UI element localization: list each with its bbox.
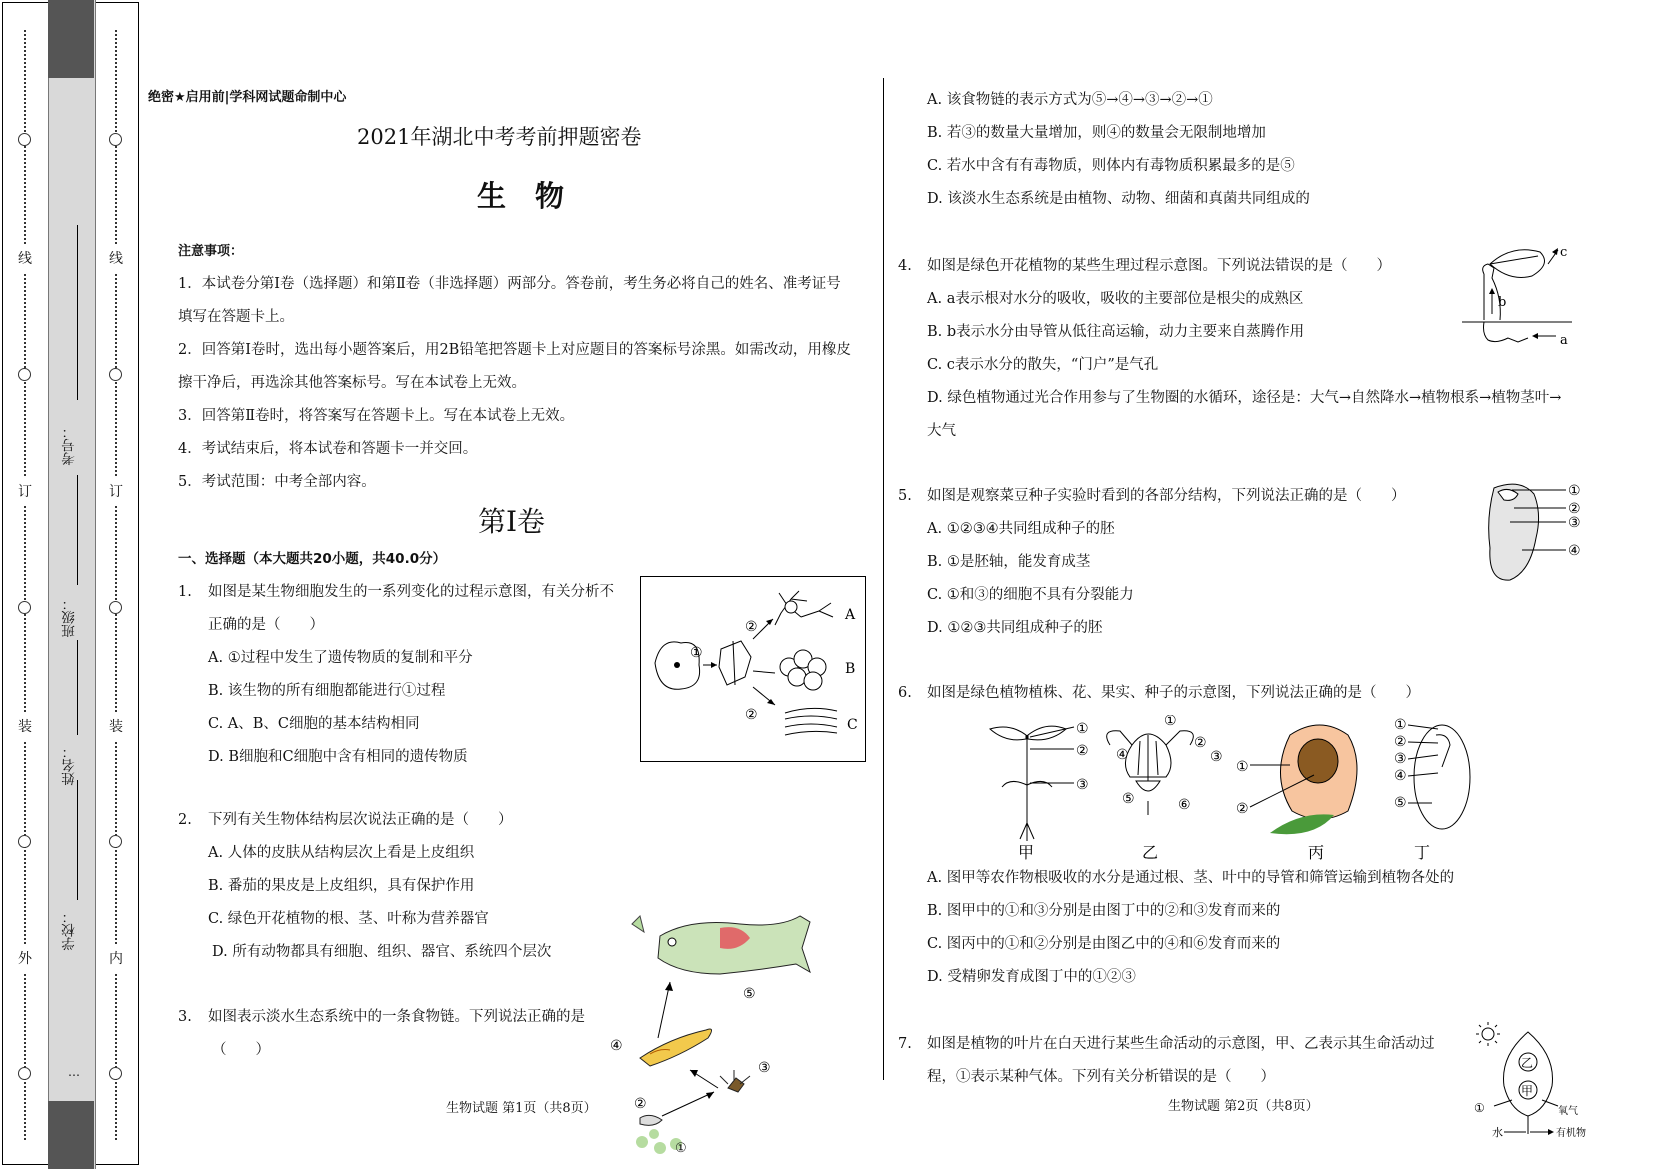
footer-page-2: 生物试题 第2页（共8页） — [1168, 1099, 1319, 1114]
q6-bing-2: ② — [1236, 801, 1249, 817]
q1-arrow-head — [711, 662, 717, 668]
q1-label-2b: ② — [745, 707, 758, 723]
q1-stem: 如图是某生物细胞发生的一系列变化的过程示意图，有关分析不 — [208, 584, 614, 600]
q6-ding-4: ④ — [1394, 768, 1407, 784]
q2-number: 2. — [178, 812, 192, 828]
q3-food-chain-figure — [610, 908, 820, 1158]
q5-option-d[interactable]: D. ①②③共同组成种子的胚 — [927, 620, 1103, 636]
q4-stem: 如图是绿色开花植物的某些生理过程示意图。下列说法错误的是（ ） — [927, 258, 1391, 274]
q1-arrow-head — [766, 619, 773, 625]
q6-jia-roots — [1020, 823, 1034, 841]
q5-option-a[interactable]: A. ①②③④共同组成种子的胚 — [927, 521, 1115, 537]
q4-number: 4. — [898, 258, 912, 274]
q5-label-2: ② — [1568, 501, 1581, 517]
q1-option-b[interactable]: B. 该生物的所有细胞都能进行①过程 — [208, 683, 446, 699]
q3-option-d[interactable]: D. 该淡水生态系统是由植物、动物、细菌和真菌共同组成的 — [927, 191, 1310, 207]
field-school-label: 学校： — [62, 910, 78, 951]
notice-line: 填写在答题卡上。 — [178, 309, 294, 325]
q3-arrow-head — [690, 1070, 698, 1077]
notice-heading: 注意事项： — [178, 244, 244, 259]
q3-option-b[interactable]: B. 若③的数量大量增加，则④的数量会无限制地增加 — [927, 125, 1266, 141]
column-divider — [883, 78, 884, 1080]
q6-bing-leaf — [1270, 814, 1334, 834]
q5-option-b[interactable]: B. ①是胚轴，能发育成茎 — [927, 554, 1091, 570]
q6-jia-3: ③ — [1076, 777, 1089, 793]
q4-option-b[interactable]: B. b表示水分由导管从低往高运输，动力主要来自蒸腾作用 — [927, 324, 1305, 340]
binding-circle — [18, 368, 31, 381]
q1-option-d[interactable]: D. B细胞和C细胞中含有相同的遗传物质 — [208, 749, 468, 765]
q4-arrow-a-head — [1532, 333, 1538, 339]
q5-label-4: ④ — [1568, 543, 1581, 559]
q6-option-c[interactable]: C. 图丙中的①和②分别是由图乙中的④和⑥发育而来的 — [927, 936, 1281, 952]
q7-label-water: 水 — [1492, 1126, 1503, 1139]
q5-label-3: ③ — [1568, 515, 1581, 531]
q7-label-yi: 乙 — [1521, 1056, 1534, 1070]
binding-dark-top — [48, 0, 94, 78]
q1-cell-nucleus — [674, 662, 680, 668]
q2-stem: 下列有关生物体结构层次说法正确的是（ ） — [208, 812, 513, 828]
notice-line: 1．本试卷分第Ⅰ卷（选择题）和第Ⅱ卷（非选择题）两部分。答卷前，考生务必将自己的姓名、准考证号 — [178, 276, 841, 292]
q5-bean-seed-figure — [1480, 478, 1590, 588]
q4-option-d-cont: 大气 — [927, 423, 956, 439]
notice-line: 2．回答第Ⅰ卷时，选出每小题答案后，用2B铅笔把答题卡上对应题目的答案标号涂黑。如需改动，用橡皮 — [178, 342, 851, 358]
q3-algae — [636, 1136, 648, 1148]
q3-fig-5: ⑤ — [743, 986, 756, 1002]
binding-circle — [18, 835, 31, 848]
notice-line: 5．考试范围：中考全部内容。 — [178, 474, 376, 490]
q6-ding-2: ② — [1394, 734, 1407, 750]
q4-plant-figure — [1462, 244, 1572, 354]
q3-fig-2: ② — [634, 1096, 647, 1112]
q6-label-bing: 丙 — [1308, 843, 1325, 860]
q2-option-c[interactable]: C. 绿色开花植物的根、茎、叶称为营养器官 — [208, 911, 489, 927]
q3-water-flea — [640, 1115, 662, 1125]
q3-stem: 如图表示淡水生态系统中的一条食物链。下列说法正确的是 — [208, 1009, 585, 1025]
q4-option-d[interactable]: D. 绿色植物通过光合作用参与了生物圈的水循环，途径是：大气→自然降水→植物根系→植物茎叶→ — [927, 390, 1562, 406]
binding-circle — [109, 368, 122, 381]
binding-circle — [18, 133, 31, 146]
q3-arrow-head — [665, 982, 673, 991]
q3-fig-4: ④ — [610, 1038, 623, 1054]
secret-label: 绝密★启用前|学科网试题命制中心 — [148, 90, 347, 105]
binding-char-ding: 订 — [15, 477, 35, 505]
q3-number: 3. — [178, 1009, 192, 1025]
q6-yi-1: ① — [1164, 715, 1177, 729]
q6-yi-6: ⑥ — [1178, 797, 1191, 813]
q4-label-b: b — [1498, 295, 1507, 310]
field-school-line[interactable] — [77, 780, 78, 900]
q1-option-c[interactable]: C. A、B、C细胞的基本结构相同 — [208, 716, 420, 732]
q4-leaf — [1490, 250, 1545, 278]
q6-label-ding: 丁 — [1414, 843, 1431, 860]
q7-label-oxygen: 氧气 — [1558, 1106, 1578, 1117]
binding-circle — [109, 1067, 122, 1080]
q4-label-c: c — [1560, 245, 1568, 260]
binding-circle — [18, 1067, 31, 1080]
binding-circle — [109, 835, 122, 848]
section-title: 一、选择题（本大题共20小题，共40.0分） — [178, 551, 447, 567]
q6-yi-4: ④ — [1116, 747, 1129, 763]
q4-roots — [1484, 322, 1529, 342]
q7-arrow-organic-head — [1548, 1129, 1554, 1135]
binding-char-zhuang: 装 — [15, 712, 35, 740]
q1-epithelial-cell — [788, 668, 806, 686]
q3-fig-1: ① — [675, 1141, 687, 1156]
q6-ding-3: ③ — [1394, 751, 1407, 767]
q2-option-b[interactable]: B. 番茄的果皮是上皮组织，具有保护作用 — [208, 878, 475, 894]
binding-char-zhuang-inner: 装 — [106, 712, 126, 740]
q1-muscle-fibers — [785, 708, 837, 735]
field-exam-number-label: 考号： — [62, 425, 78, 466]
q7-leaf — [1504, 1032, 1553, 1116]
binding-ellipsis: … — [68, 1065, 80, 1079]
q6-bing-seed — [1298, 739, 1338, 783]
field-exam-number-line[interactable] — [77, 225, 78, 400]
q6-jia-1: ① — [1076, 721, 1089, 737]
q6-ding-5: ⑤ — [1394, 795, 1407, 811]
q6-option-d[interactable]: D. 受精卵发育成图丁中的①②③ — [927, 969, 1136, 985]
q3-option-a[interactable]: A. 该食物链的表示方式为⑤→④→③→②→① — [927, 92, 1213, 108]
q3-algae — [654, 1142, 666, 1154]
q4-option-a[interactable]: A. a表示根对水分的吸收，吸收的主要部位是根尖的成熟区 — [927, 291, 1304, 307]
q6-ding-1: ① — [1394, 717, 1407, 733]
q4-option-c[interactable]: C. c表示水分的散失，“门户”是气孔 — [927, 357, 1159, 373]
q7-label-jia: 甲 — [1521, 1084, 1534, 1098]
q6-yi-2: ② — [1194, 735, 1207, 751]
binding-char-nei: 内 — [106, 944, 126, 972]
q6-jia-2: ② — [1076, 743, 1089, 759]
q7-stem-2: 程，①表示某种气体。下列有关分析错误的是（ ） — [927, 1069, 1275, 1085]
q1-cell-figure — [640, 576, 866, 762]
q6-yi-5: ⑤ — [1122, 791, 1135, 807]
q1-arrow-line — [753, 671, 775, 673]
q3-insect — [728, 1078, 744, 1092]
q6-ding-seed — [1414, 725, 1470, 829]
q3-fish-small — [640, 1029, 712, 1066]
q6-yi-3: ③ — [1210, 749, 1223, 765]
q3-stem-2: （ ） — [212, 1042, 270, 1058]
q3-arrow-line — [662, 1092, 714, 1116]
q1-fig-a: A — [845, 607, 856, 623]
volume-title: 第Ⅰ卷 — [478, 505, 546, 538]
notice-line: 擦干净后，再选涂其他答案标号。写在本试卷上无效。 — [178, 375, 526, 391]
q1-number: 1. — [178, 584, 192, 600]
q6-label-jia: 甲 — [1018, 843, 1035, 860]
q5-label-1: ① — [1568, 483, 1581, 499]
q1-stem-2: 正确的是（ ） — [208, 617, 324, 633]
q3-fig-3: ③ — [758, 1060, 771, 1076]
q1-label-2a: ② — [745, 619, 758, 635]
q1-neuron — [775, 591, 833, 625]
subject-title: 生 物 — [477, 179, 565, 213]
notice-line: 3．回答第Ⅱ卷时，将答案写在答题卡上。写在本试卷上无效。 — [178, 408, 575, 424]
q1-fig-b: B — [845, 661, 856, 677]
q3-fish-eye — [668, 938, 676, 946]
q5-number: 5. — [898, 488, 912, 504]
q3-algae — [649, 1129, 659, 1139]
notice-line: 4．考试结束后，将本试卷和答题卡一并交回。 — [178, 441, 478, 457]
field-name-label: 姓名： — [62, 745, 78, 786]
inner-dotted-line — [115, 30, 117, 1140]
q6-jia-leaves — [990, 726, 1066, 740]
q6-yi-ovary — [1136, 781, 1160, 791]
q7-leaf-figure — [1468, 1020, 1588, 1140]
q7-stem: 如图是植物的叶片在白天进行某些生命活动的示意图，甲、乙表示其生命活动过 — [927, 1036, 1435, 1052]
q6-plant-figure — [980, 715, 1500, 860]
q1-fig-c: C — [847, 717, 858, 733]
q7-label-1: ① — [1474, 1101, 1485, 1115]
q6-label-yi: 乙 — [1142, 843, 1159, 860]
q7-sun-icon — [1482, 1028, 1494, 1040]
q7-label-organic: 有机物 — [1556, 1128, 1586, 1139]
binding-char-wai: 外 — [15, 944, 35, 972]
binding-dark-bottom — [48, 1101, 94, 1169]
q2-option-d[interactable]: D. 所有动物都具有细胞、组织、器官、系统四个层次 — [212, 944, 552, 960]
q6-option-a[interactable]: A. 图甲等农作物根吸收的水分是通过根、茎、叶中的导管和筛管运输到植物各处的 — [927, 870, 1455, 886]
binding-circle — [18, 601, 31, 614]
q6-option-b[interactable]: B. 图甲中的①和③分别是由图丁中的②和③发育而来的 — [927, 903, 1281, 919]
binding-gray-band — [48, 0, 96, 1169]
q1-epithelial-cell — [804, 672, 822, 690]
binding-char-xian: 线 — [15, 244, 35, 272]
exam-title: 2021年湖北中考考前押题密卷 — [357, 125, 642, 149]
field-name-line[interactable] — [77, 640, 78, 735]
q1-option-a[interactable]: A. ①过程中发生了遗传物质的复制和平分 — [208, 650, 473, 666]
q6-number: 6. — [898, 685, 912, 701]
q4-arrow-b-head — [1489, 288, 1495, 294]
binding-char-xian-inner: 线 — [106, 244, 126, 272]
binding-circle — [109, 601, 122, 614]
q7-number: 7. — [898, 1036, 912, 1052]
q3-arrow-line — [658, 982, 670, 1038]
binding-char-ding-inner: 订 — [106, 477, 126, 505]
q2-option-a[interactable]: A. 人体的皮肤从结构层次上看是上皮组织 — [208, 845, 475, 861]
q7-arrow-gas — [1494, 1100, 1512, 1106]
outer-dotted-line — [24, 30, 26, 1140]
q1-label-1: ① — [690, 645, 703, 661]
q1-neuron-body — [785, 601, 797, 613]
binding-circle — [109, 133, 122, 146]
q3-option-c[interactable]: C. 若水中含有有毒物质，则体内有毒物质积累最多的是⑤ — [927, 158, 1295, 174]
q3-leaf — [632, 916, 644, 932]
q5-option-c[interactable]: C. ①和③的细胞不具有分裂能力 — [927, 587, 1134, 603]
q6-bing-1: ① — [1236, 759, 1249, 775]
q6-stem: 如图是绿色植物植株、花、果实、种子的示意图，下列说法正确的是（ ） — [927, 685, 1420, 701]
q5-stem: 如图是观察菜豆种子实验时看到的各部分结构，下列说法正确的是（ ） — [927, 488, 1406, 504]
q4-label-a: a — [1560, 333, 1568, 348]
footer-page-1: 生物试题 第1页（共8页） — [446, 1101, 597, 1116]
field-class-label: 班级： — [62, 597, 78, 638]
field-class-line[interactable] — [77, 475, 78, 585]
